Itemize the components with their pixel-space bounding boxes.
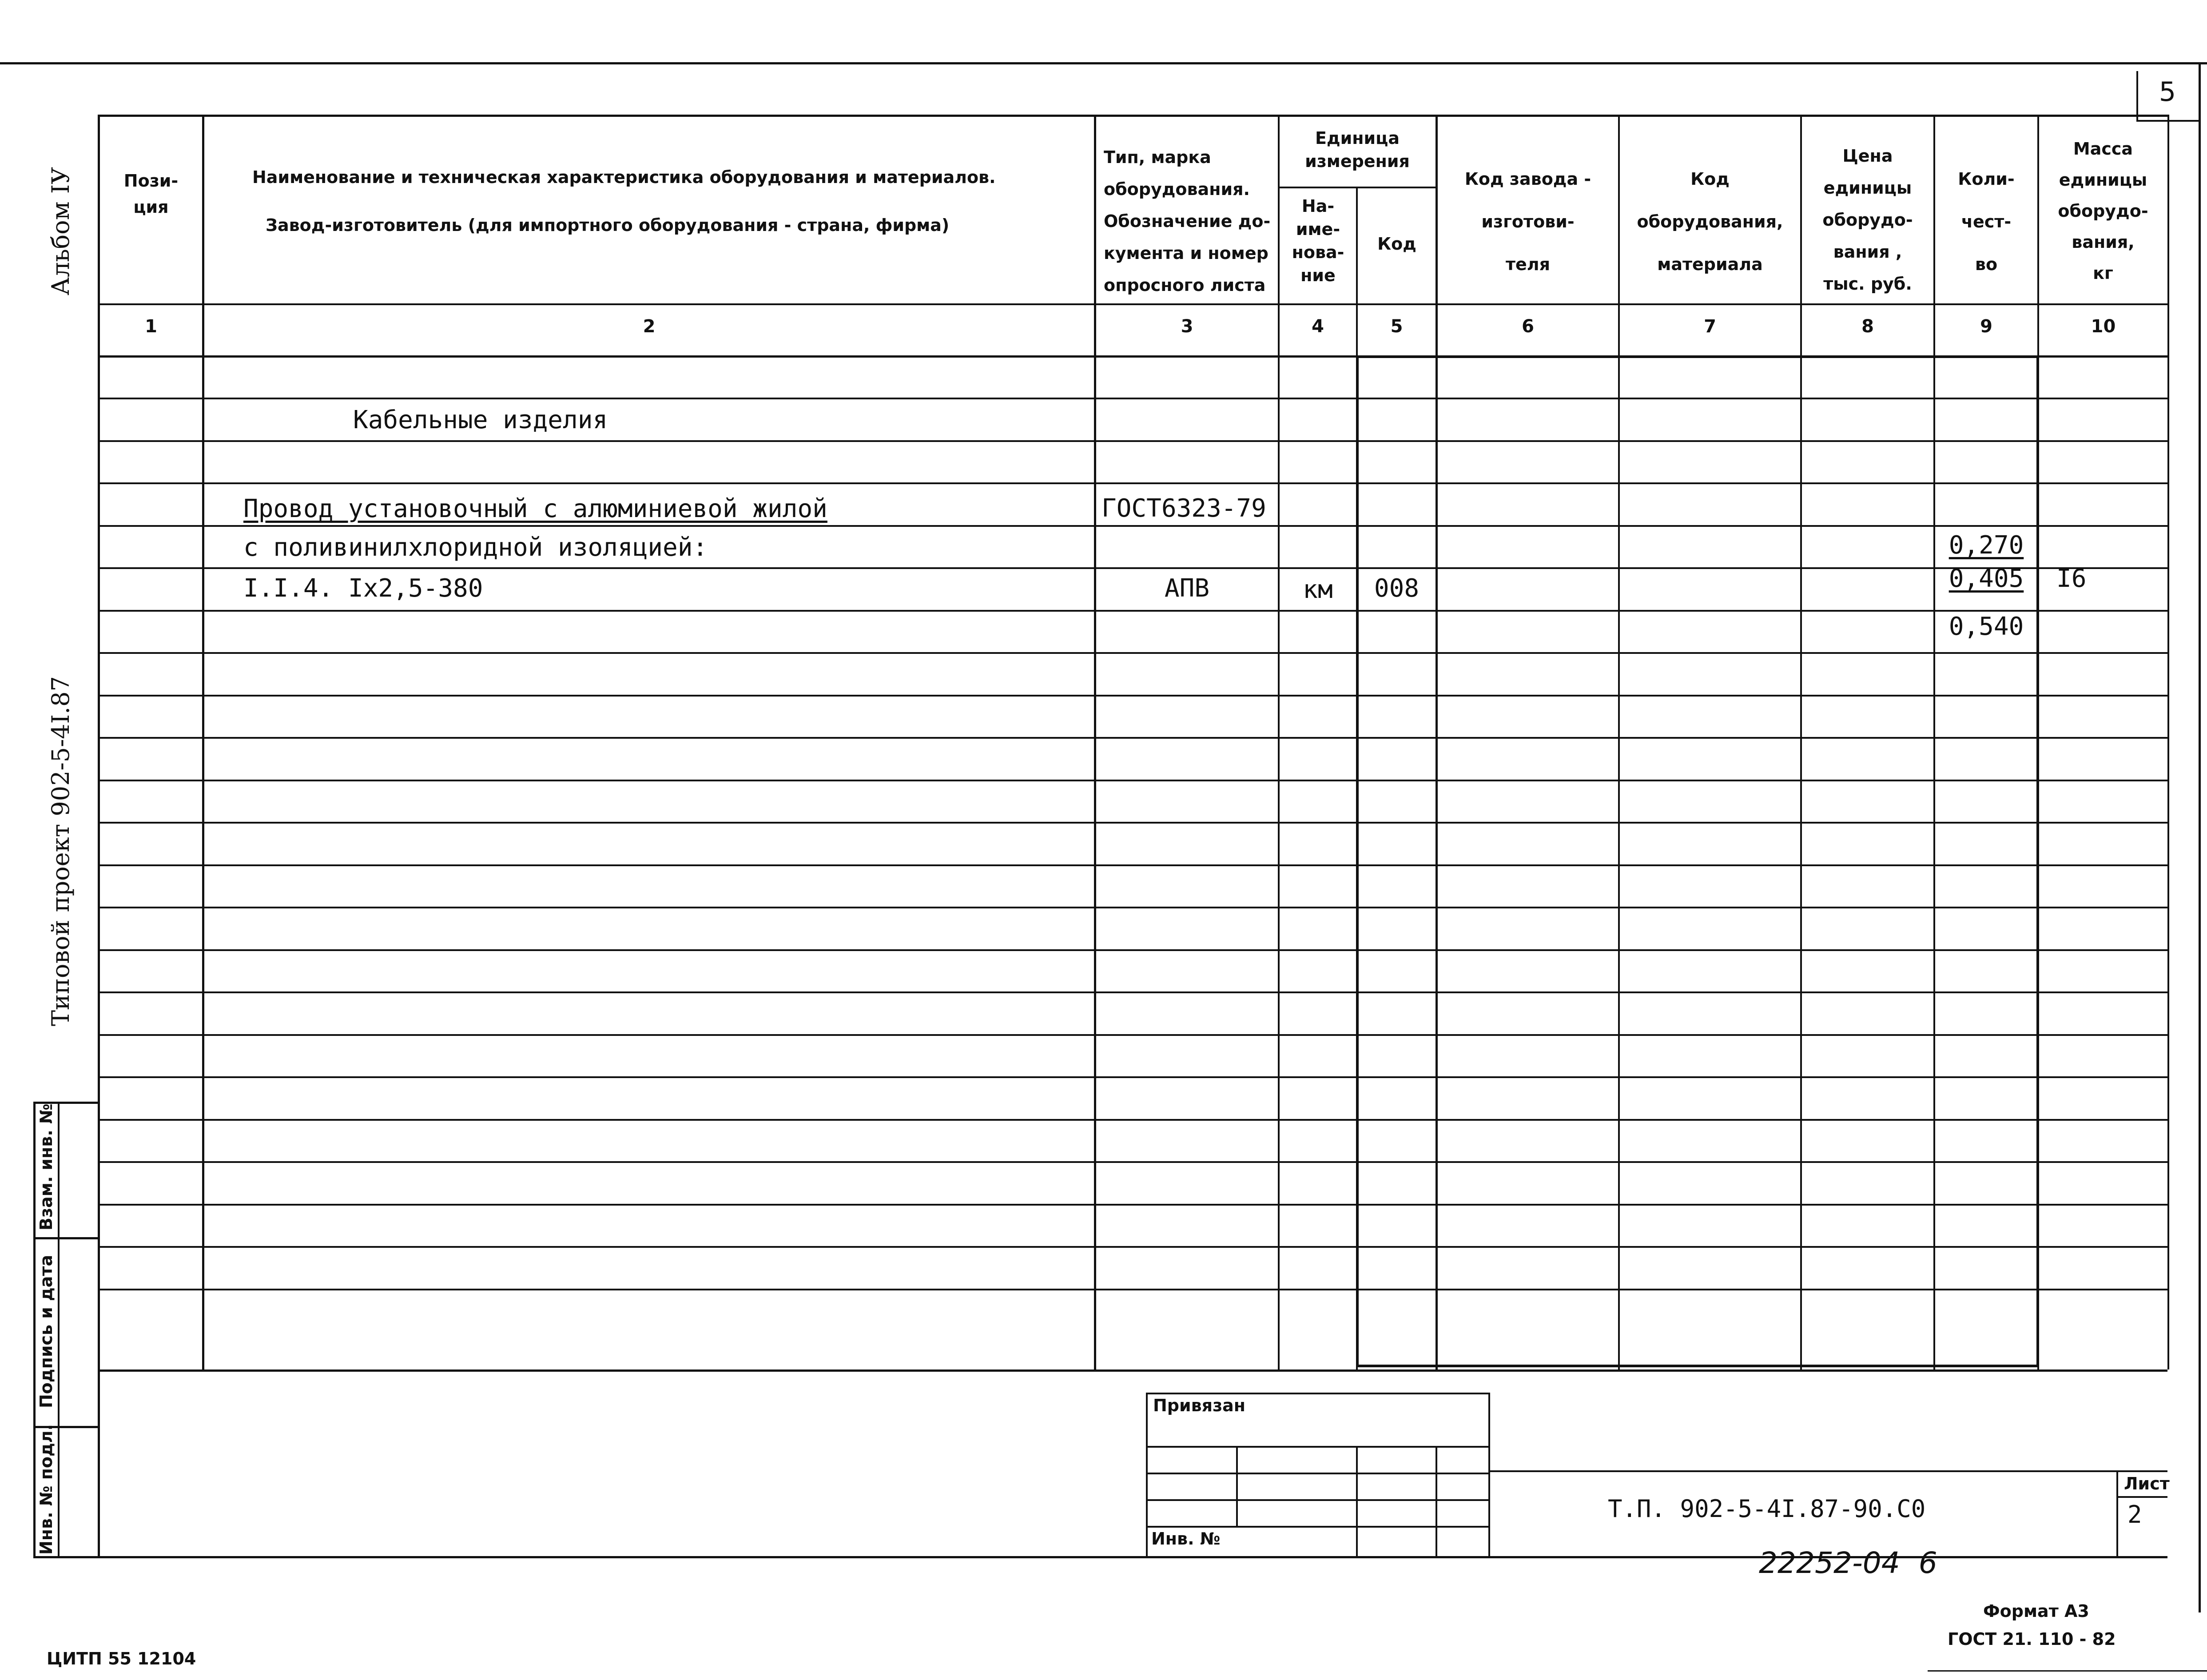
col-number-8: 8	[1861, 316, 1874, 337]
item-name-line2: с поливинилхлоридной изоляцией:	[243, 533, 708, 562]
item-qty-1: 0,270	[1949, 531, 2024, 560]
row-line	[98, 780, 2167, 781]
header-col9: Коли- чест- во	[1958, 169, 2015, 274]
item-name-line3: I.I.4. Iх2,5-380	[243, 574, 483, 603]
privyazan-col-1	[1236, 1446, 1238, 1526]
row-line	[98, 1034, 2167, 1036]
row-line	[98, 991, 2167, 993]
row-line	[98, 864, 2167, 866]
side-podpis: Подпись и дата	[36, 1254, 56, 1408]
privyazan-line-2	[1146, 1473, 1490, 1474]
list-label: Лист	[2124, 1474, 2170, 1493]
col-line-3	[1278, 115, 1280, 1369]
privyazan-line-4	[1146, 1526, 1490, 1528]
row-line	[98, 695, 2167, 697]
header-col6: Код завода - изготови- теля	[1464, 169, 1591, 274]
side-album-label: Альбом IУ	[47, 167, 75, 295]
top-frame-line	[0, 62, 2207, 64]
list-number: 2	[2127, 1501, 2142, 1529]
item-unit-name: км	[1303, 575, 1333, 604]
col-number-1: 1	[145, 316, 157, 337]
col-line-2	[1094, 115, 1096, 1369]
footer-right-line	[1928, 1670, 2207, 1672]
row-line	[98, 1119, 2167, 1121]
item-unit-code: 008	[1374, 574, 1420, 603]
item-mass: I6	[2056, 564, 2087, 593]
col-number-10: 10	[2091, 316, 2116, 337]
privyazan-col-3	[1436, 1446, 1437, 1556]
citp-label: ЦИТП 55 12104	[47, 1649, 196, 1668]
header-col3: Тип, марка оборудования. Обозначение до- кумента и номер опросного листа	[1104, 147, 1271, 295]
side-stamp-divider	[58, 1102, 60, 1558]
row-line	[98, 610, 2167, 612]
table-top-line	[98, 115, 2167, 117]
privyazan-line-3	[1146, 1499, 1490, 1501]
row-line	[98, 1076, 2167, 1078]
side-inv-podl: Инв. № подл.	[36, 1424, 56, 1555]
doc-code-top-line	[1490, 1470, 2167, 1472]
col-number-3: 3	[1181, 316, 1193, 337]
item-type: АПВ	[1164, 574, 1210, 603]
row-line	[98, 1161, 2167, 1163]
row-line	[98, 398, 2167, 399]
header-col1: Пози- ция	[123, 171, 179, 217]
col-number-7: 7	[1704, 316, 1716, 337]
table-right-line	[2167, 115, 2169, 1369]
header-col2-line2: Завод-изготовитель (для импортного оборудования - страна, фирма)	[266, 215, 950, 235]
side-stamp-line-1	[33, 1237, 100, 1239]
col-number-5: 5	[1390, 316, 1403, 337]
row-line	[98, 652, 2167, 654]
format-label: Формат А3	[1983, 1601, 2089, 1621]
privyazan-line-1	[1146, 1446, 1490, 1448]
inv-no-label: Инв. №	[1151, 1529, 1221, 1549]
side-project-label: Типовой проект 902-5-4I.87	[47, 676, 75, 1026]
header-col2-line1: Наименование и техническая характеристика оборудования и материалов.	[252, 167, 996, 187]
privyazan-col-2	[1356, 1446, 1358, 1556]
header-bottom-line	[98, 303, 2167, 305]
privyazan-label: Привязан	[1153, 1396, 1246, 1415]
item-qty-3: 0,540	[1949, 612, 2024, 641]
section-title: Кабельные изделия	[353, 406, 608, 434]
header-col5: Код	[1377, 234, 1416, 254]
row-line	[98, 440, 2167, 442]
row-line	[98, 525, 2167, 527]
row-line	[98, 907, 2167, 908]
col-number-4: 4	[1312, 316, 1324, 337]
item-name-line1: Провод установочный с алюминиевой жилой	[243, 494, 827, 523]
table-bottom-line	[98, 1369, 2167, 1372]
row-line	[98, 737, 2167, 739]
row-line	[98, 482, 2167, 484]
header-col4: На- име- нова- ние	[1292, 196, 1344, 285]
row-line	[98, 822, 2167, 824]
col-line-1	[202, 115, 204, 1369]
right-frame-line	[2199, 62, 2201, 1612]
item-qty-2: 0,405	[1949, 564, 2024, 593]
side-vzam-inv: Взам. инв. №	[36, 1103, 56, 1230]
row-line	[98, 1204, 2167, 1206]
col-number-6: 6	[1522, 316, 1534, 337]
item-gost: ГОСТ6323-79	[1102, 494, 1266, 523]
row-line	[98, 1246, 2167, 1248]
gost-label: ГОСТ 21. 110 - 82	[1948, 1629, 2116, 1649]
doc-code: Т.П. 902-5-4I.87-90.С0	[1608, 1495, 1926, 1523]
col-number-9: 9	[1980, 316, 1992, 337]
row-line	[98, 1289, 2167, 1290]
thick-body-box	[1356, 355, 2039, 1367]
header-col10: Масса единицы оборудо- вания, кг	[2058, 139, 2148, 283]
row-line	[98, 949, 2167, 951]
handwritten-number: 22252-04 6	[1759, 1546, 1937, 1580]
header-col8: Цена единицы оборудо- вания , тыс. руб.	[1822, 146, 1913, 294]
corner-number: 5	[2159, 76, 2176, 107]
col-number-2: 2	[643, 316, 656, 337]
list-box-divider	[2116, 1496, 2167, 1498]
header-unit-group: Единица измерения	[1305, 128, 1410, 171]
row-line	[98, 567, 2167, 569]
header-col7: Код оборудования, материала	[1637, 169, 1783, 274]
